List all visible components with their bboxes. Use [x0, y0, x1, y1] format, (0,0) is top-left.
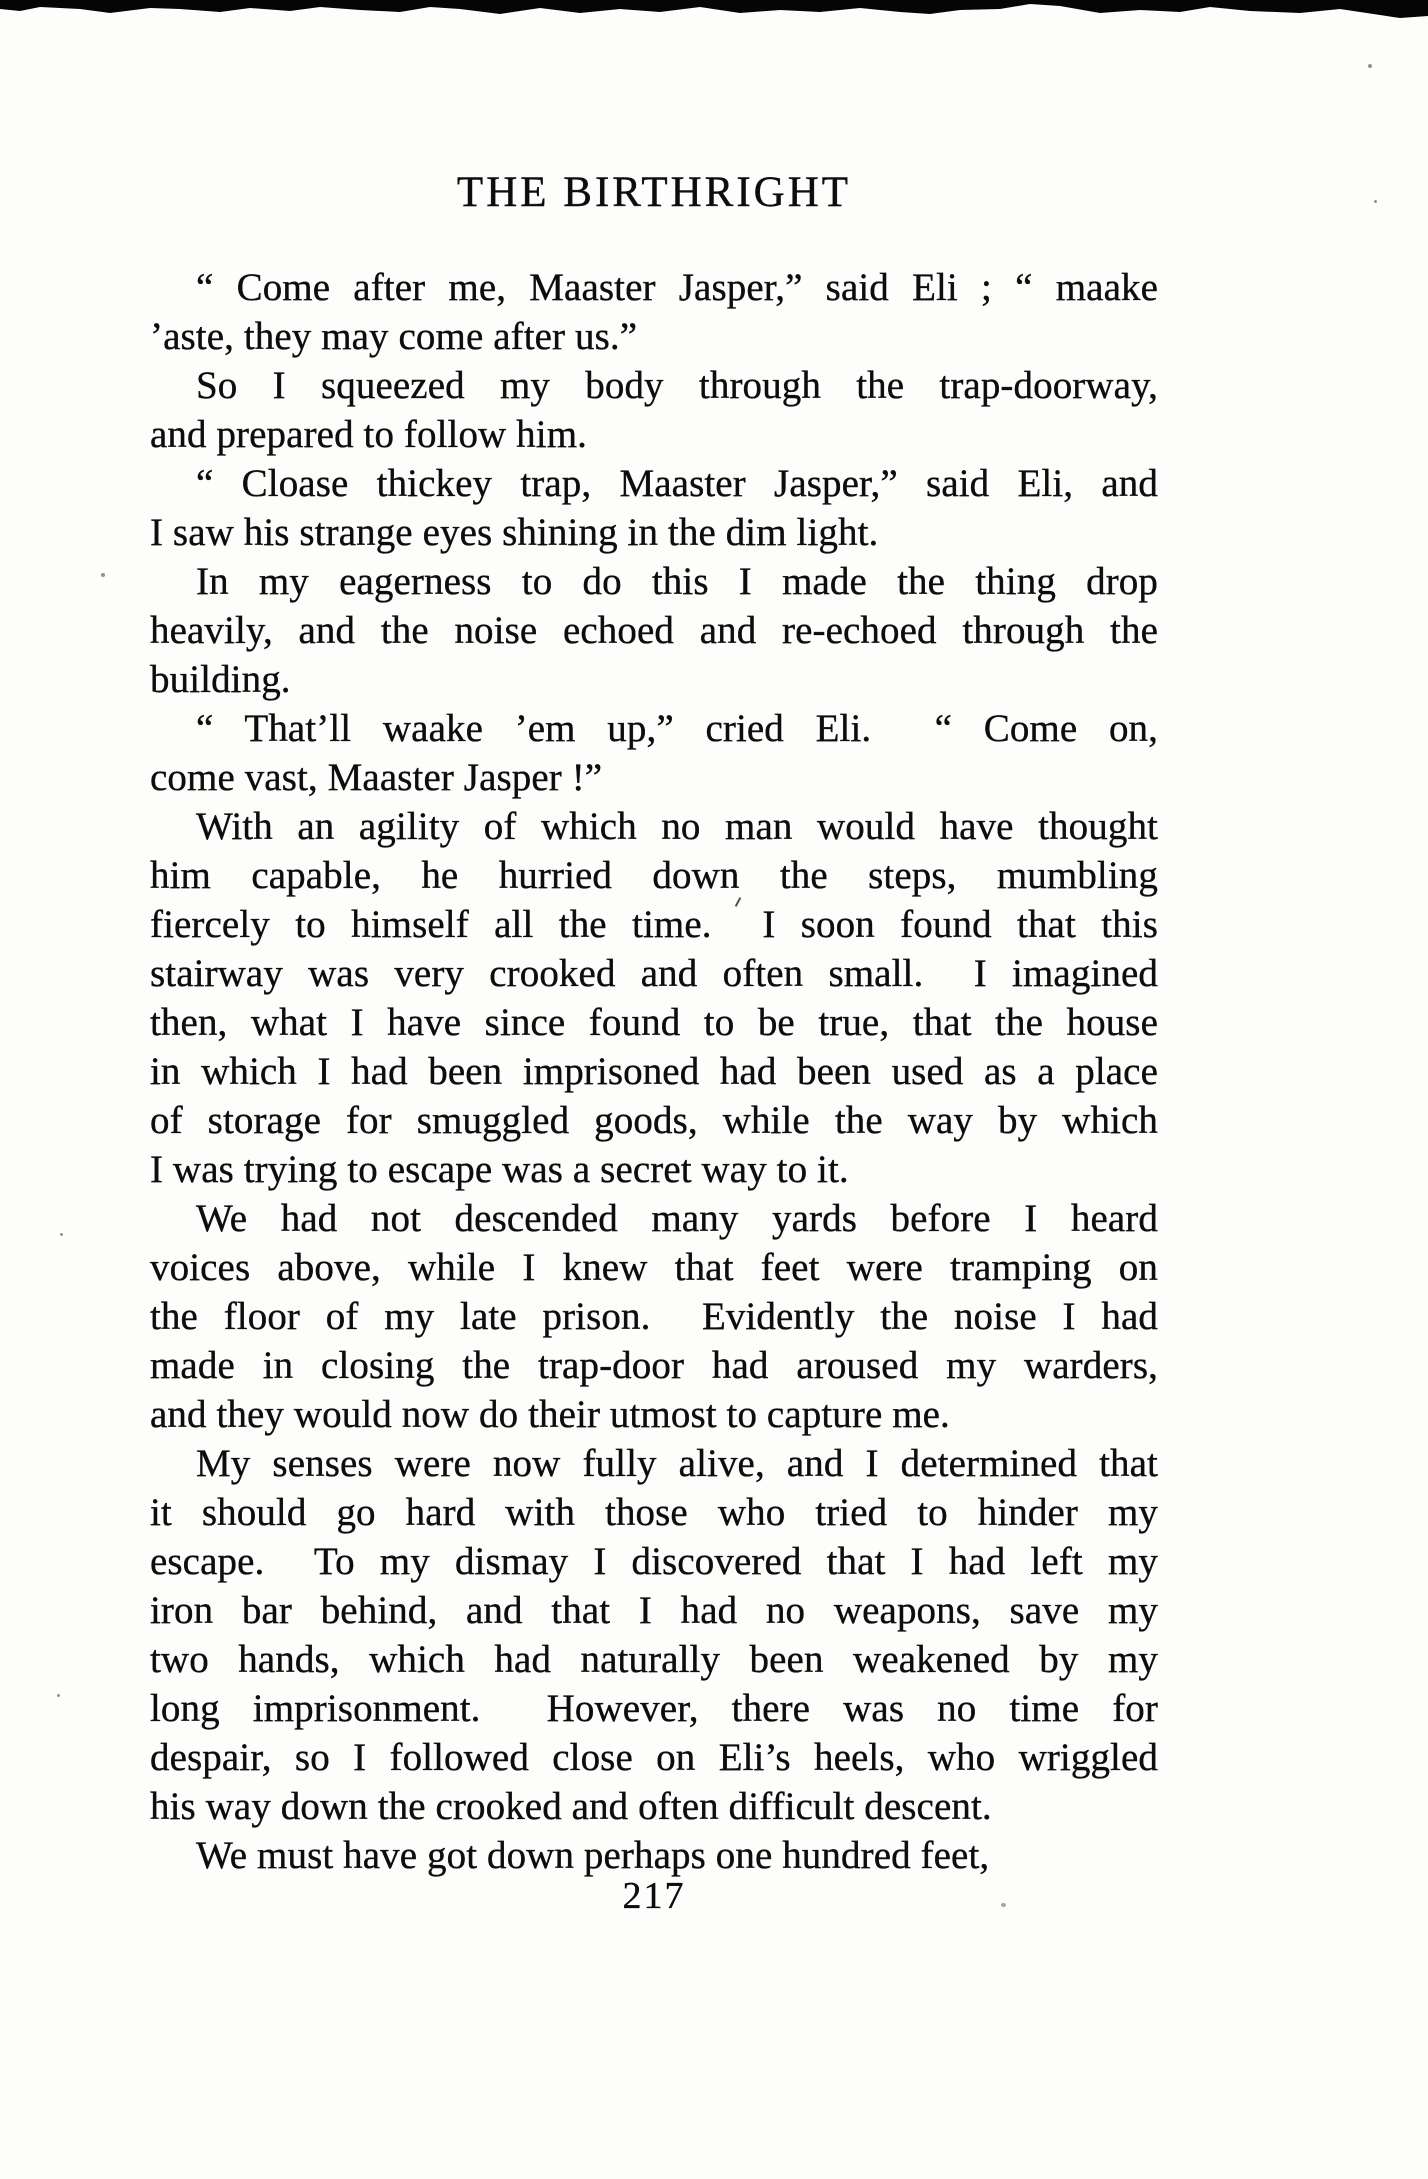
scan-speck [101, 573, 105, 577]
text-line: him capable, he hurried down the steps, mumbling [150, 854, 1158, 897]
text-line: iron bar behind, and that I had no weapons, save my [150, 1589, 1158, 1632]
text-line: ’aste, they may come after us.” [150, 315, 638, 358]
text-line: it should go hard with those who tried to hinder my [150, 1491, 1158, 1534]
text-line: despair, so I followed close on Eli’s heels, who wriggled [150, 1736, 1158, 1779]
text-line: So I squeezed my body through the trap-doorway, [196, 364, 1158, 407]
text-line: long imprisonment. However, there was no time for [150, 1687, 1158, 1730]
running-head-title: THE BIRTHRIGHT [456, 169, 852, 216]
text-line: With an agility of which no man would have thought [196, 805, 1158, 848]
scan-speck [60, 1233, 63, 1236]
text-line: come vast, Maaster Jasper !” [150, 756, 603, 799]
text-line: and prepared to follow him. [150, 413, 587, 456]
text-line: escape. To my dismay I discovered that I had left my [150, 1540, 1158, 1583]
text-line: then, what I have since found to be true, that the house [150, 1001, 1158, 1044]
text-line: two hands, which had naturally been weakened by my [150, 1638, 1158, 1681]
text-line: made in closing the trap-door had aroused my warders, [150, 1344, 1158, 1387]
text-line: the floor of my late prison. Evidently the noise I had [150, 1295, 1158, 1338]
text-line: his way down the crooked and often difficult descent. [150, 1785, 992, 1828]
text-line: My senses were now fully alive, and I determined that [196, 1442, 1158, 1485]
text-line: “ Cloase thickey trap, Maaster Jasper,” said Eli, and [196, 462, 1158, 505]
text-line: voices above, while I knew that feet were tramping on [150, 1246, 1158, 1289]
text-line: stairway was very crooked and often small. I imagined [150, 952, 1158, 995]
scan-edge-artifact [0, 0, 1428, 24]
text-line: and they would now do their utmost to capture me. [150, 1393, 950, 1436]
page-number: 217 [622, 1875, 686, 1917]
text-line: building. [150, 658, 291, 701]
text-line: We had not descended many yards before I heard [196, 1197, 1158, 1240]
body-text [150, 263, 1158, 1880]
scan-speck [1374, 200, 1377, 203]
text-line: We must have got down perhaps one hundred feet, [196, 1834, 990, 1877]
text-line: in which I had been imprisoned had been used as a place [150, 1050, 1158, 1093]
text-line: “ Come after me, Maaster Jasper,” said Eli ; “ maake [196, 266, 1158, 309]
text-line: fiercely to himself all the time. I soon found that this [150, 903, 1158, 946]
text-line: heavily, and the noise echoed and re-echoed through the [150, 609, 1158, 652]
text-line: I was trying to escape was a secret way to it. [150, 1148, 849, 1191]
text-line: I saw his strange eyes shining in the dim light. [150, 511, 879, 554]
scan-speck [1368, 64, 1372, 68]
text-line: In my eagerness to do this I made the thing drop [196, 560, 1158, 603]
scan-speck [57, 1694, 60, 1697]
scan-speck [1001, 1903, 1006, 1907]
text-line: “ That’ll waake ’em up,” cried Eli. “ Come on, [196, 707, 1158, 750]
text-line: of storage for smuggled goods, while the way by which [150, 1099, 1158, 1142]
